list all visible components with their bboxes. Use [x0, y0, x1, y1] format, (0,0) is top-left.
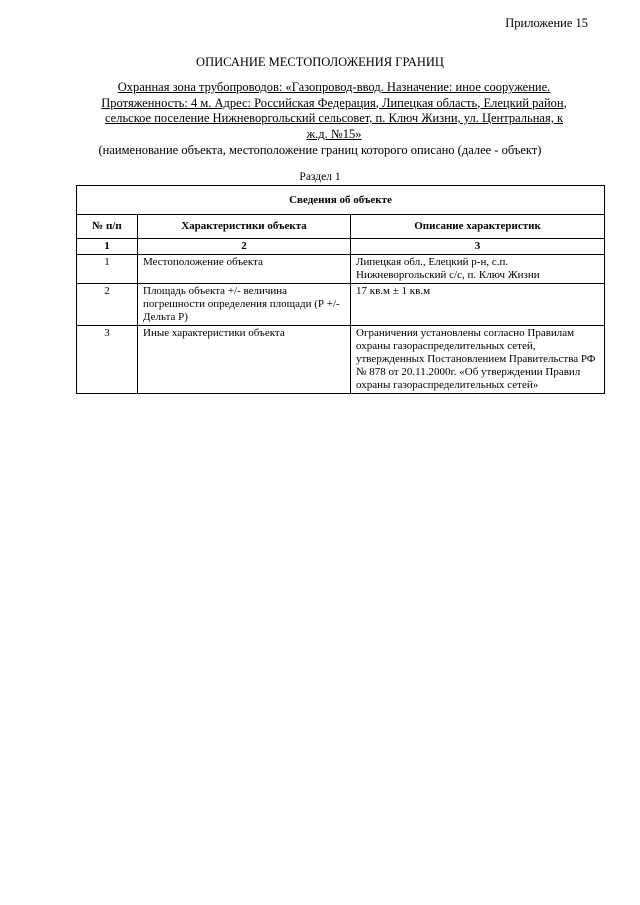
object-description: Охранная зона трубопроводов: «Газопровод-ввод. Назначение: иное сооружение. Протяженность: 4 м. Адрес: Российская Федерация, Липецкая область, Елецкий район, сельское поселение Нижневоргольский сельсовет, п. Ключ Жизни, ул. Центральная, к ж.д. №15» — [101, 80, 567, 141]
row-number: 2 — [77, 284, 138, 326]
row-characteristic: Местоположение объекта — [138, 255, 351, 284]
object-caption: (наименование объекта, местоположение границ которого описано (далее - объект) — [98, 143, 542, 157]
table-row — [77, 326, 605, 394]
table-row — [77, 284, 605, 326]
object-info-table — [76, 185, 605, 394]
row-characteristic: Площадь объекта +/- величина погрешности определения площади (Р +/- Дельта Р) — [138, 284, 351, 326]
row-number: 1 — [77, 255, 138, 284]
row-description: 17 кв.м ± 1 кв.м — [351, 284, 605, 326]
document-title: ОПИСАНИЕ МЕСТОПОЛОЖЕНИЯ ГРАНИЦ — [196, 55, 444, 69]
column-number: 2 — [138, 239, 351, 255]
row-characteristic: Иные характеристики объекта — [138, 326, 351, 394]
row-description: Липецкая обл., Елецкий р-н, с.п. Нижневоргольский с/с, п. Ключ Жизни — [351, 255, 605, 284]
table-caption: Сведения об объекте — [77, 186, 605, 215]
header-characteristic: Характеристики объекта — [138, 215, 351, 239]
header-description: Описание характеристик — [351, 215, 605, 239]
column-number: 3 — [351, 239, 605, 255]
column-number-row — [77, 239, 605, 255]
appendix-label: Приложение 15 — [505, 16, 588, 30]
column-number: 1 — [77, 239, 138, 255]
row-number: 3 — [77, 326, 138, 394]
section-title: Раздел 1 — [299, 171, 341, 183]
header-number: № п/п — [77, 215, 138, 239]
table-header-row — [77, 215, 605, 239]
row-description: Ограничения установлены согласно Правилам охраны газораспределительных сетей, утвержденных Постановлением Правительства РФ № 878 от 20.11.2000г. «Об утверждении Правил охраны газораспределительных сетей» — [351, 326, 605, 394]
table-row — [77, 255, 605, 284]
table-caption-row — [77, 186, 605, 215]
